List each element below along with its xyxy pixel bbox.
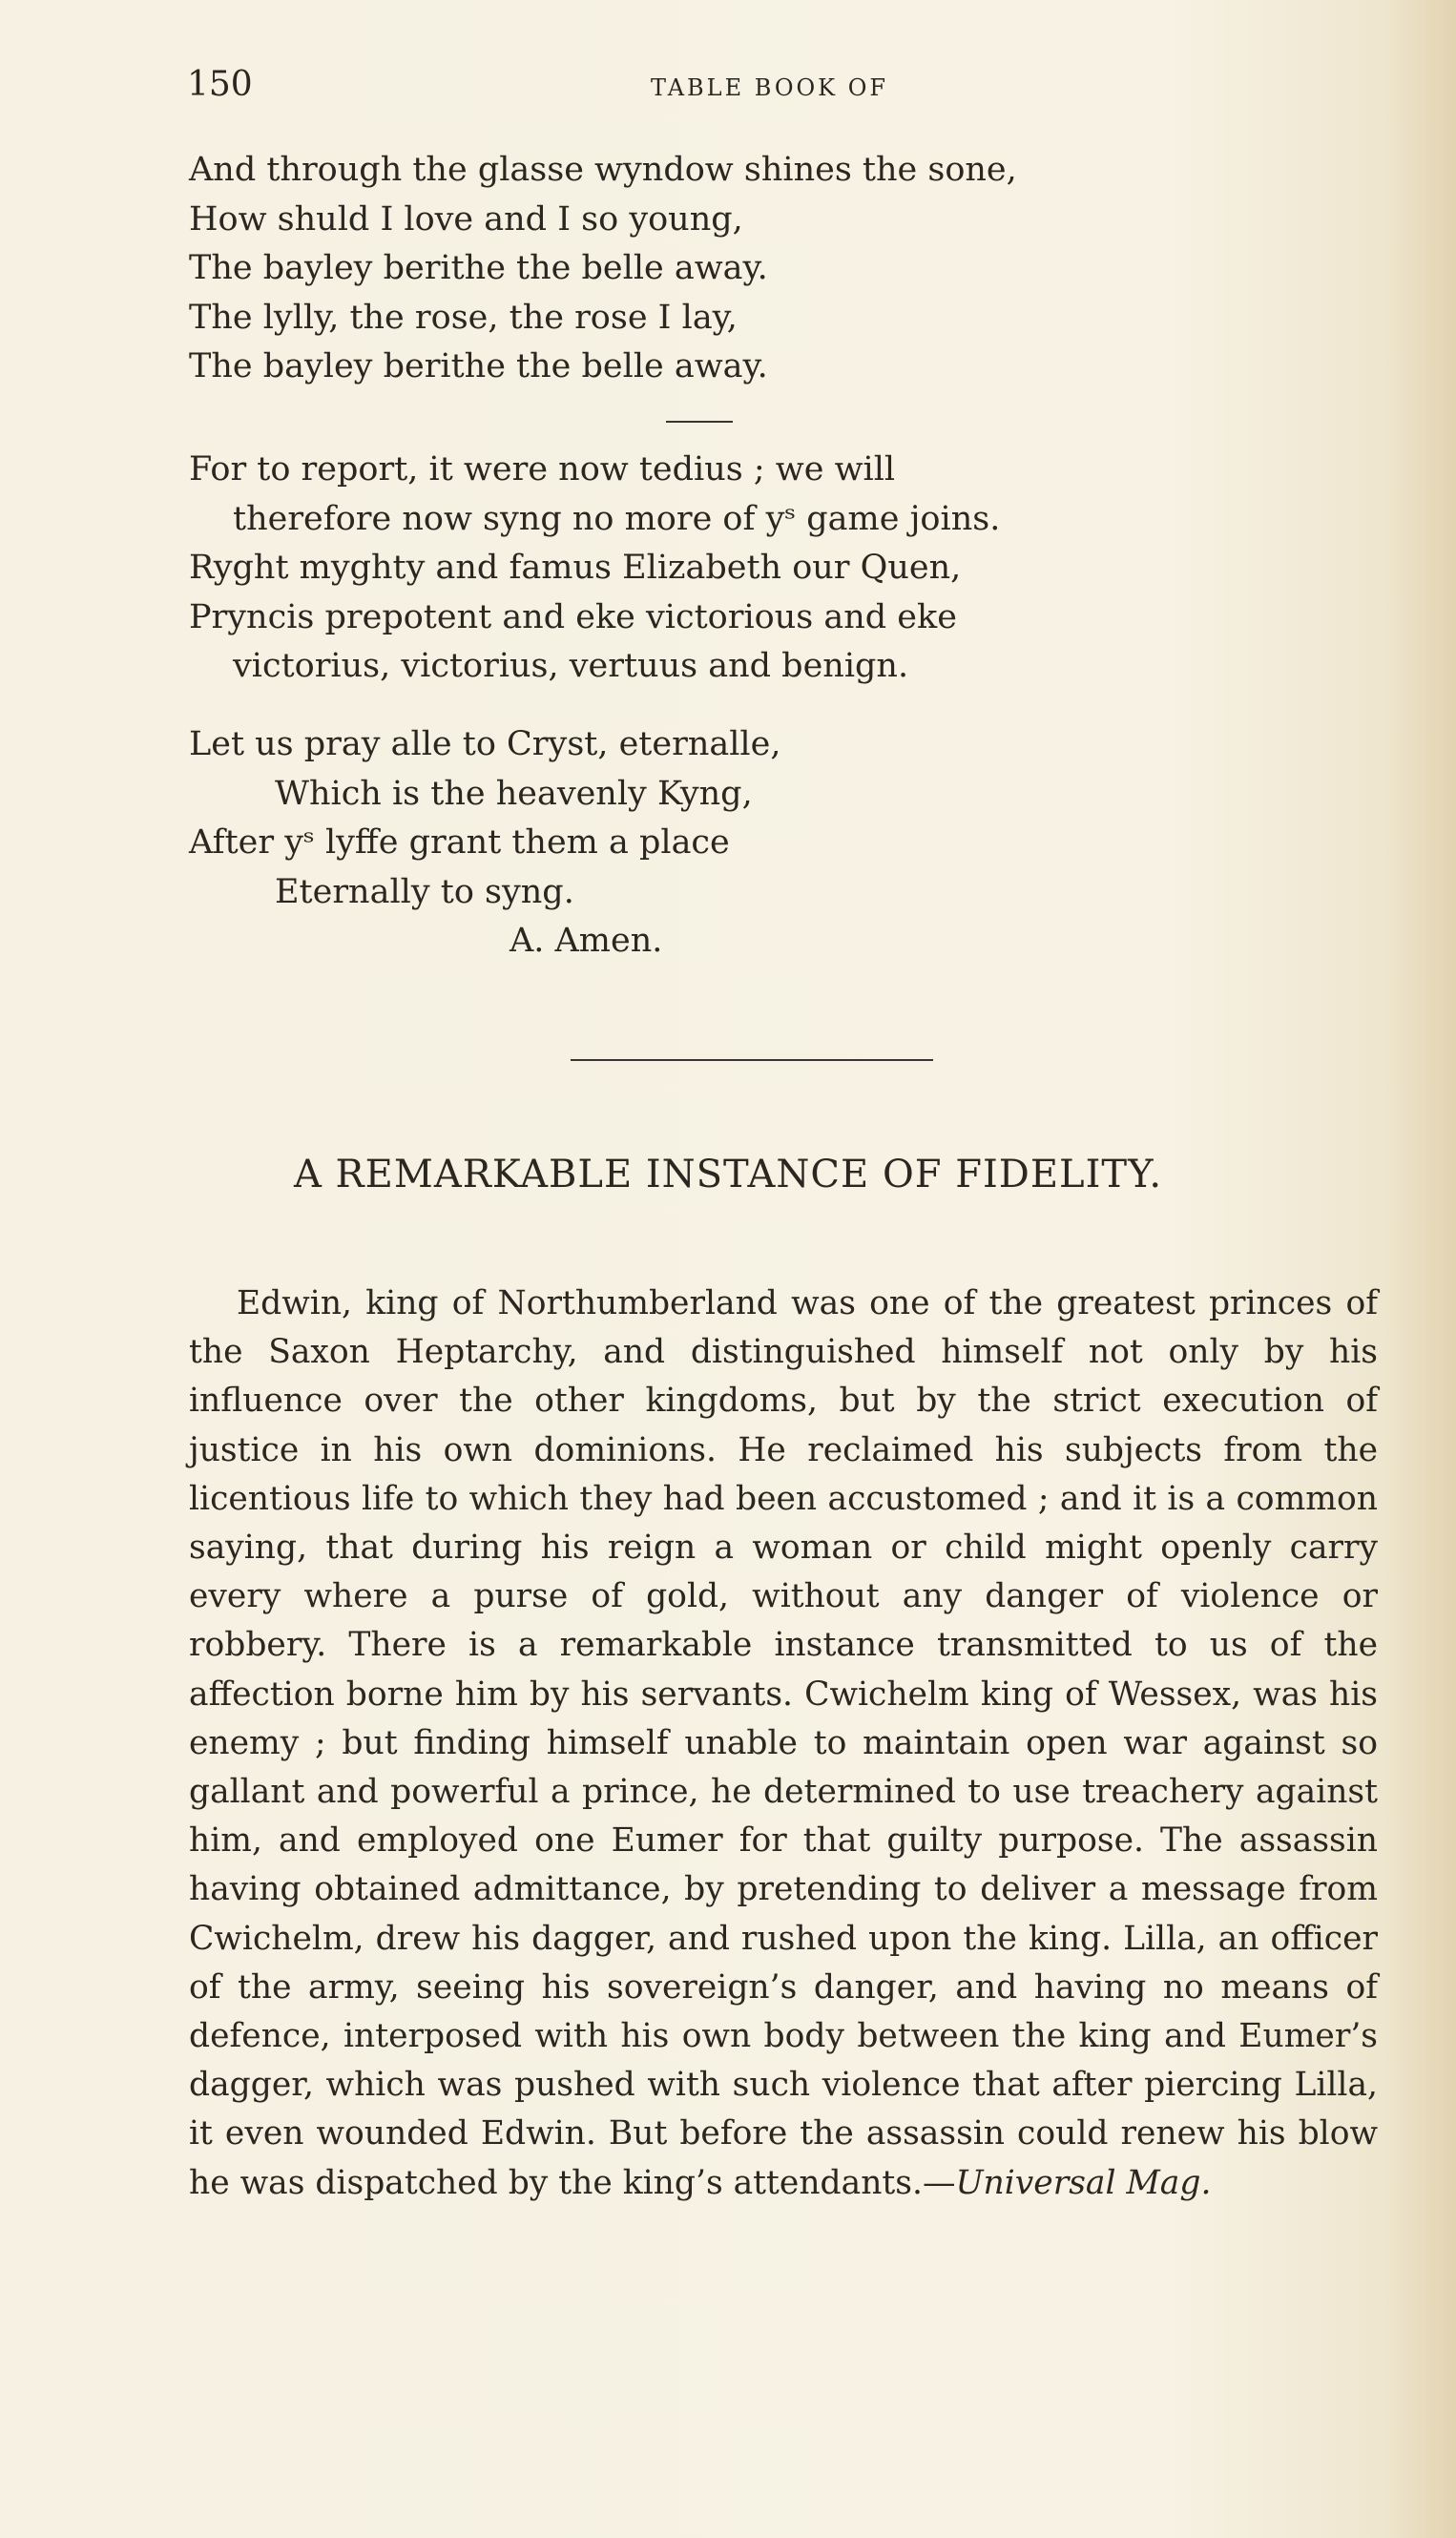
source-citation: Universal Mag. [955,2163,1212,2202]
page-number: 150 [187,65,253,104]
verse-line: Let us pray alle to Cryst, eternalle, [189,725,781,763]
verse-line: The bayley berithe the belle away. [189,249,768,287]
article-paragraph [189,1279,1378,2208]
section-divider [571,1059,933,1061]
verse-line: therefore now syng no more of yˢ game joins. [233,499,1001,538]
verse-line: For to report, it were now tedius ; we will [189,450,896,489]
verse-line: The lylly, the rose, the rose I lay, [189,298,738,337]
verse-line: A. Amen. [510,922,663,960]
verse-line: Ryght myghty and famus Elizabeth our Quen, [189,549,962,587]
verse-stanza-1 [189,146,1017,392]
verse-stanza-3 [189,720,780,967]
verse-line: And through the glasse wyndow shines the sone, [189,151,1017,189]
paragraph-text: Edwin, king of Northumberland was one of the greatest princes of the Saxon Heptarchy, and distinguished himself not only by his influence over the other kingdoms, but by the strict execution of justice in his own dominions. He reclaimed his subjects from the licentious life to which they had been accustomed ; and it is a common saying, that during his reign a woman or child might openly carry every where a purse of gold, without any danger of violence or robbery. There is a remarkable instance transmitted to us of the affection borne him by his servants. Cwichelm king of Wessex, was his enemy ; but finding himself unable to maintain open war against so gallant and powerful a prince, he determined to use treachery against him, and employed one Eumer for that guilty purpose. The assassin having obtained admittance, by pretending to deliver a message from Cwichelm, drew his dagger, and rushed upon the king. Lilla, an officer of the army, seeing his sovereign’s danger, and having no means of defence, interposed with his own body between the king and Eumer’s dagger, which was pushed with such violence that after piercing Lilla, it even wounded Edwin. But before the assassin could renew his blow he was dispatched by the king’s attendants.— [189,1284,1378,2202]
page-header [187,65,1380,113]
verse-line: Which is the heavenly Kyng, [275,774,753,813]
verse-line: Pryncis prepotent and eke victorious and eke [189,597,957,636]
verse-divider [666,421,733,423]
verse-line: How shuld I love and I so young, [189,199,743,239]
running-head: TABLE BOOK OF [651,74,889,101]
verse-line: Eternally to syng. [275,872,574,911]
verse-line: After yˢ lyffe grant them a place [189,823,730,862]
verse-line: The bayley berithe the belle away. [189,347,768,385]
section-title: A REMARKABLE INSTANCE OF FIDELITY. [293,1153,1163,1196]
verse-line: victorius, victorius, vertuus and benign. [233,647,909,685]
verse-stanza-2 [189,446,1000,692]
article-body [189,1279,1378,2208]
